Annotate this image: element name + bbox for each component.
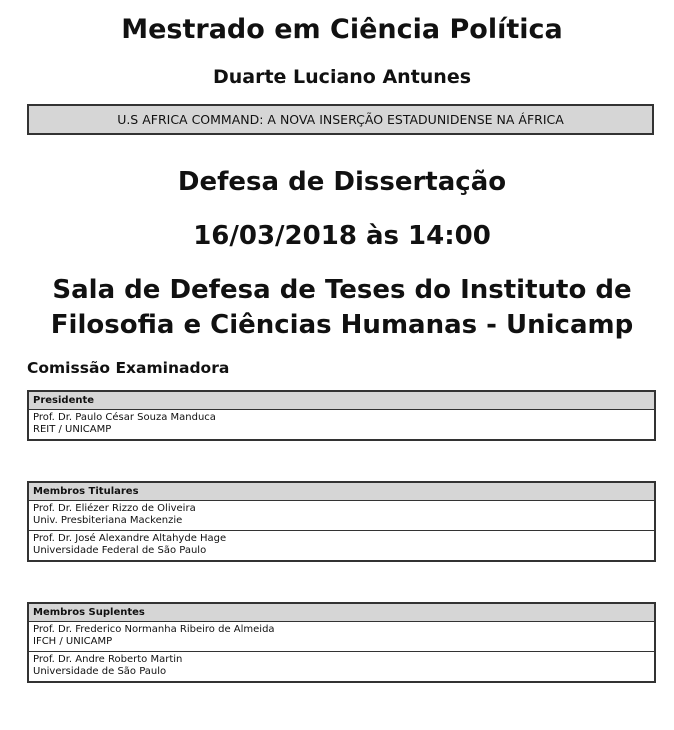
member-row — [28, 501, 655, 531]
event-datetime: 16/03/2018 às 14:00 — [193, 221, 491, 251]
event-type: Defesa de Dissertação — [177, 167, 507, 197]
member-row — [28, 531, 655, 562]
thesis-title: U.S AFRICA COMMAND: A NOVA INSERÇÃO ESTADUNIDENSE NA ÁFRICA — [117, 112, 564, 127]
member-institution: IFCH / UNICAMP — [33, 636, 113, 647]
group-label-presidente: Presidente — [28, 391, 655, 410]
thesis-title-box — [27, 104, 654, 135]
member-institution: Univ. Presbiteriana Mackenzie — [33, 515, 183, 526]
titular-members-table — [27, 481, 656, 562]
event-location: Sala de Defesa de Teses do Instituto de Filosofia e Ciências Humanas - Unicamp — [50, 275, 634, 340]
member-name: Prof. Dr. Frederico Normanha Ribeiro de Almeida — [33, 624, 275, 635]
member-row — [28, 410, 655, 441]
member-name: Prof. Dr. Paulo César Souza Manduca — [33, 412, 216, 423]
member-row — [28, 652, 655, 683]
member-row — [28, 622, 655, 652]
member-name: Prof. Dr. José Alexandre Altahyde Hage — [33, 533, 227, 544]
member-institution: Universidade Federal de São Paulo — [33, 545, 207, 556]
committee-heading: Comissão Examinadora — [27, 359, 230, 377]
group-label-titulares: Membros Titulares — [28, 482, 655, 501]
member-institution: Universidade de São Paulo — [33, 666, 167, 677]
substitute-members-table — [27, 602, 656, 683]
member-name: Prof. Dr. Andre Roberto Martin — [33, 654, 183, 665]
member-name: Prof. Dr. Eliézer Rizzo de Oliveira — [33, 503, 196, 514]
president-table — [27, 390, 656, 441]
group-label-suplentes: Membros Suplentes — [28, 603, 655, 622]
member-institution: REIT / UNICAMP — [33, 424, 112, 435]
student-name: Duarte Luciano Antunes — [212, 66, 472, 88]
program-title: Mestrado em Ciência Política — [121, 14, 563, 45]
